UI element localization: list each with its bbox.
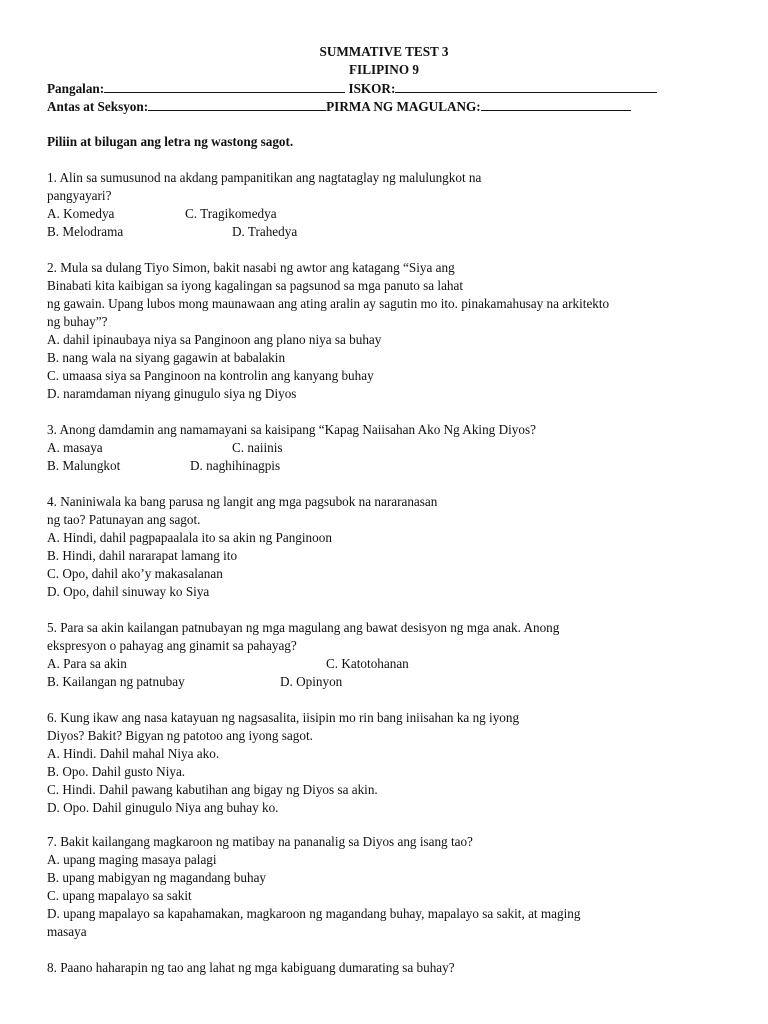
q3-choice-d[interactable]: D. naghihinagpis [190,458,281,473]
score-blank[interactable] [395,80,657,93]
q7-choice-b[interactable]: B. upang mabigyan ng magandang buhay [47,870,267,885]
question-2-line-3: ng gawain. Upang lubos mong maunawaan ang ating aralin ay sagutin mo ito. pinakamahusay na arkitekto [47,296,610,311]
q1-choice-b[interactable]: B. Melodrama [47,224,124,239]
question-2-line-2: Binabati kita kaibigan sa iyong kagalingan sa pagsunod sa mga panuto sa lahat [47,278,464,293]
q1-choice-d[interactable]: D. Trahedya [232,224,298,239]
question-1-line-1: 1. Alin sa sumusunod na akdang pampanitikan ang nagtataglay ng malulungkot na [47,170,482,185]
q3-choice-c[interactable]: C. naiinis [232,440,283,455]
q7-choice-a[interactable]: A. upang maging masaya palagi [47,852,217,867]
score-label: ISKOR: [348,81,396,96]
q2-choice-c[interactable]: C. umaasa siya sa Panginoon na kontrolin ang kanyang buhay [47,368,374,383]
q5-choice-c[interactable]: C. Katotohanan [326,656,409,671]
q3-choice-b[interactable]: B. Malungkot [47,458,121,473]
question-2-line-1: 2. Mula sa dulang Tiyo Simon, bakit nasabi ng awtor ang katagang “Siya ang [47,260,455,275]
question-7-line-1: 7. Bakit kailangang magkaroon ng matibay na pananalig sa Diyos ang isang tao? [47,834,473,849]
q2-choice-d[interactable]: D. naramdaman niyang ginugulo siya ng Diyos [47,386,297,401]
name-label: Pangalan: [47,81,105,96]
name-row [47,80,657,97]
q6-choice-d[interactable]: D. Opo. Dahil ginugulo Niya ang buhay ko. [47,800,279,815]
question-3-line-1: 3. Anong damdamin ang namamayani sa kaisipang “Kapag Naiisahan Ako Ng Aking Diyos? [47,422,536,437]
question-1-line-2: pangyayari? [47,188,112,203]
q1-choice-c[interactable]: C. Tragikomedya [185,206,277,221]
q4-choice-b[interactable]: B. Hindi, dahil nararapat lamang ito [47,548,238,563]
q2-choice-b[interactable]: B. nang wala na siyang gagawin at babalakin [47,350,286,365]
parent-signature-blank[interactable] [481,98,631,111]
subject-title: FILIPINO 9 [349,62,419,77]
question-8-line-1: 8. Paano haharapin ng tao ang lahat ng mga kabiguang dumarating sa buhay? [47,960,455,975]
q6-choice-b[interactable]: B. Opo. Dahil gusto Niya. [47,764,186,779]
q3-choice-a[interactable]: A. masaya [47,440,103,455]
q4-choice-a[interactable]: A. Hindi, dahil pagpapaalala ito sa akin ng Panginoon [47,530,332,545]
q4-choice-c[interactable]: C. Opo, dahil ako’y makasalanan [47,566,223,581]
section-label: Antas at Seksyon: [47,99,149,114]
q5-choice-b[interactable]: B. Kailangan ng patnubay [47,674,185,689]
question-2-line-4: ng buhay”? [47,314,108,329]
q6-choice-c[interactable]: C. Hindi. Dahil pawang kabutihan ang bigay ng Diyos sa akin. [47,782,378,797]
q7-choice-d[interactable]: D. upang mapalayo sa kapahamakan, magkaroon ng magandang buhay, mapalayo sa sakit, at maging [47,906,581,921]
q4-choice-d[interactable]: D. Opo, dahil sinuway ko Siya [47,584,210,599]
section-row [47,98,631,115]
question-4-line-1: 4. Naniniwala ka bang parusa ng langit ang mga pagsubok na nararanasan [47,494,438,509]
question-4-line-2: ng tao? Patunayan ang sagot. [47,512,201,527]
q1-choice-a[interactable]: A. Komedya [47,206,115,221]
section-blank[interactable] [148,98,326,111]
q5-choice-a[interactable]: A. Para sa akin [47,656,127,671]
name-blank[interactable] [104,80,345,93]
q2-choice-a[interactable]: A. dahil ipinaubaya niya sa Panginoon ang plano niya sa buhay [47,332,382,347]
question-6-line-2: Diyos? Bakit? Bigyan ng patotoo ang iyong sagot. [47,728,313,743]
q5-choice-d[interactable]: D. Opinyon [280,674,343,689]
parent-signature-label: PIRMA NG MAGULANG: [326,99,481,114]
instruction: Piliin at bilugan ang letra ng wastong sagot. [47,134,294,149]
q7-choice-c[interactable]: C. upang mapalayo sa sakit [47,888,192,903]
q7-choice-d-continued[interactable]: masaya [47,924,87,939]
test-title: SUMMATIVE TEST 3 [319,44,449,59]
question-5-line-1: 5. Para sa akin kailangan patnubayan ng mga magulang ang bawat desisyon ng mga anak. Anong [47,620,560,635]
q6-choice-a[interactable]: A. Hindi. Dahil mahal Niya ako. [47,746,220,761]
question-6-line-1: 6. Kung ikaw ang nasa katayuan ng nagsasalita, iisipin mo rin bang iniisahan ka ng iyong [47,710,520,725]
question-5-line-2: ekspresyon o pahayag ang ginamit sa pahayag? [47,638,297,653]
